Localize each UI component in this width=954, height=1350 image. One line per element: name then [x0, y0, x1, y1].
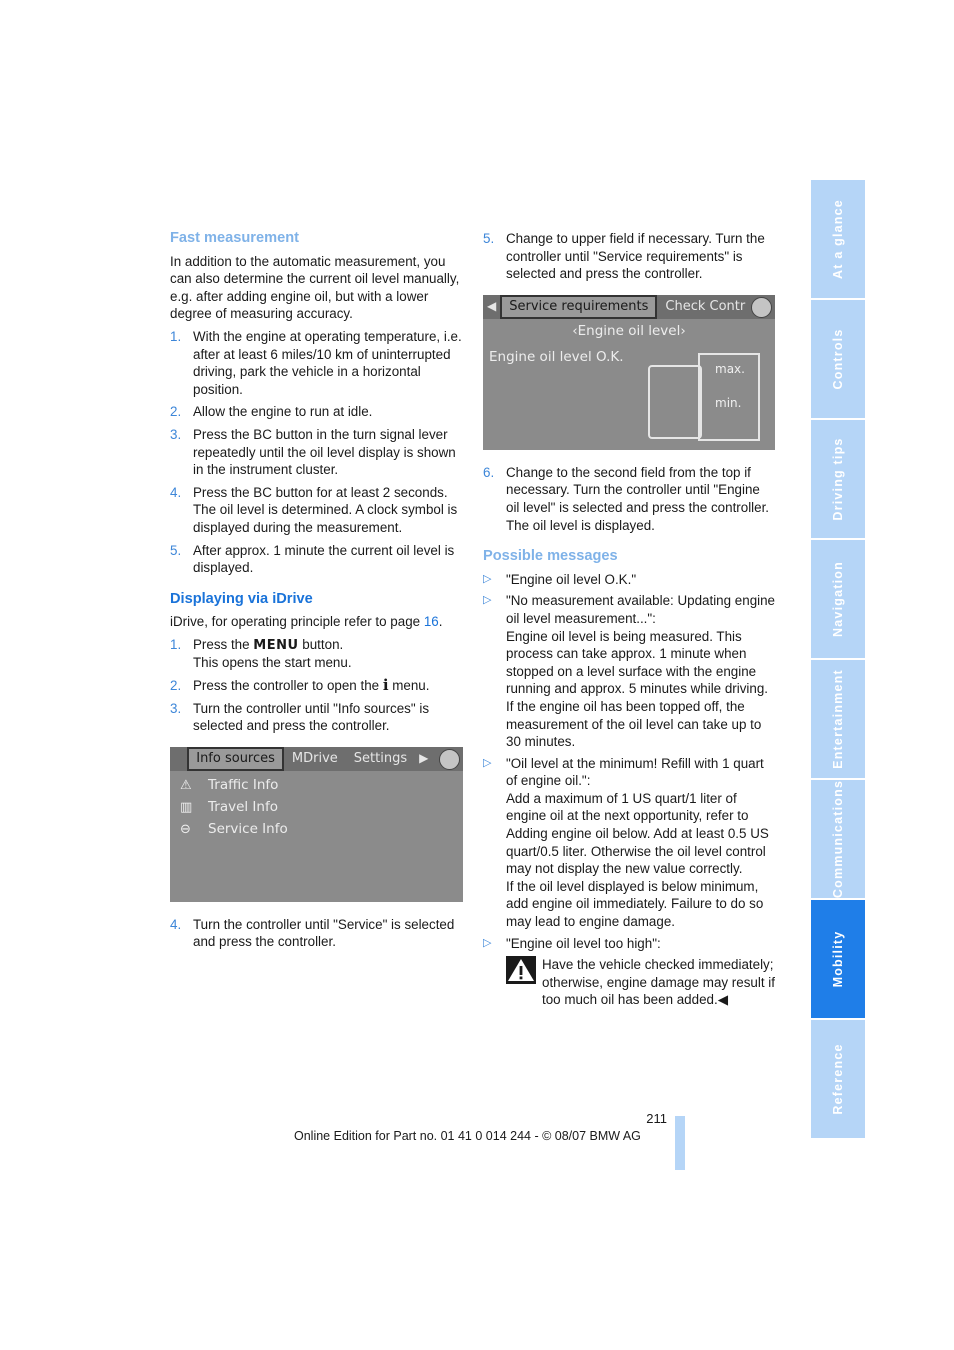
list-item: ▥ Travel Info: [180, 798, 278, 815]
list-item: 2. Allow the engine to run at idle.: [170, 404, 373, 420]
travel-icon: ▥: [180, 799, 193, 815]
tab-check-control: Check Contr: [665, 298, 746, 314]
car-service-icon: ⊖: [180, 821, 191, 837]
list-item: ▷ "Engine oil level too high": Have the vehicle checked immediately; otherwise, engine damage may result if too much oil has been added.◀: [483, 935, 775, 1008]
list-item: 4. Turn the controller until "Service" is selected and press the controller.: [170, 916, 455, 950]
list-item: ▷ "No measurement available: Updating engine oil level measurement...": Engine oil level is being measured. This process can take approx. 1 minute when stopped on a level surface with the engine running and approx. 5 minutes while driving. If the engine oil has been topped off, the measurement of the oil level can take up to 30 minutes.: [483, 593, 776, 750]
list-item: 4. Press the BC button for at least 2 seconds. The oil level is determined. A clock symbol is displayed during the measurement.: [170, 484, 458, 535]
list-item: ⚠ Traffic Info: [180, 776, 279, 793]
tab-service-requirements: Service requirements: [500, 295, 657, 319]
right-column: [483, 230, 775, 1013]
triangle-right-icon: ▷: [483, 572, 492, 585]
tab-info-sources: Info sources: [187, 747, 284, 771]
oil-status: Engine oil level O.K.: [489, 348, 624, 365]
fast-measurement-intro: In addition to the automatic measurement, you can also determine the current oil level manually, e.g. after adding engine oil, but with a lower degree of measuring accuracy.: [170, 253, 460, 322]
list-item: ▷ "Engine oil level O.K.": [483, 571, 637, 587]
possible-messages-heading: Possible messages: [483, 548, 618, 565]
tab-settings: Settings: [353, 751, 408, 767]
list-item: 1. With the engine at operating temperature, i.e. after at least 6 miles/10 km of uninterrupted driving, park the vehicle in a horizontal position.: [170, 328, 462, 397]
chapter-tabs: [811, 180, 865, 1140]
list-item: ⊖ Service Info: [180, 820, 288, 837]
warning-text: Have the vehicle checked immediately; otherwise, engine damage may result if too much oil has been added.◀: [542, 957, 775, 1008]
warning-triangle-icon: [506, 956, 536, 984]
warning-note: [506, 956, 775, 1009]
left-arrow-icon: ◀: [487, 298, 497, 313]
list-item: 1. Press the MENU button. This opens the start menu.: [170, 636, 352, 671]
info-icon: i: [382, 676, 389, 695]
screen-topbar: [483, 295, 775, 319]
gauge-max-label: max.: [715, 361, 745, 376]
list-item: 3. Turn the controller until "Info sources" is selected and press the controller.: [170, 700, 430, 734]
triangle-right-icon: ▷: [483, 594, 492, 607]
controller-icon: [751, 297, 772, 318]
tab-controls[interactable]: Controls: [811, 300, 865, 418]
tab-at-a-glance[interactable]: At a glance: [811, 180, 865, 298]
tab-communications[interactable]: Communications: [811, 780, 865, 898]
page-number: 211: [646, 1111, 667, 1126]
page-link[interactable]: 16: [423, 614, 439, 630]
gauge-min-label: min.: [715, 395, 742, 410]
engine-oil-screen: [483, 295, 775, 450]
list-item: 3. Press the BC button in the turn signal lever repeatedly until the oil level display is shown in the instrument cluster.: [170, 426, 456, 478]
tab-reference[interactable]: Reference: [811, 1020, 865, 1138]
list-item: 6. Change to the second field from the top if necessary. Turn the controller until "Engine oil level" is selected and press the controller. The oil level is displayed.: [483, 464, 770, 533]
tab-mdrive: MDrive: [291, 751, 338, 767]
tab-navigation[interactable]: Navigation: [811, 540, 865, 658]
list-item: ▷ "Oil level at the minimum! Refill with 1 quart of engine oil.": Add a maximum of 1 US quart/1 liter of engine oil at the next opportunity, refer to Adding engine oil below. Add at least 0.5 US quart/0.5 liter. Otherwise the oil level control may not display the new value correctly. If the oil level displayed is below minimum, add engine oil immediately. Failure to do so may lead to engine damage.: [483, 755, 769, 930]
triangle-right-icon: ▷: [483, 936, 492, 949]
tab-mobility[interactable]: Mobility: [811, 900, 865, 1018]
tab-entertainment[interactable]: Entertainment: [811, 660, 865, 778]
idrive-intro: iDrive, for operating principle refer to page 16.: [170, 614, 443, 630]
footer-edition: Online Edition for Part no. 01 41 0 014 244 - © 08/07 BMW AG: [294, 1129, 641, 1143]
list-item: 5. Change to upper field if necessary. Turn the controller until "Service requirements" is selected and press the controller.: [483, 231, 765, 282]
traffic-icon: ⚠: [180, 777, 192, 793]
tab-driving-tips[interactable]: Driving tips: [811, 420, 865, 538]
fast-measurement-heading: Fast measurement: [170, 230, 299, 246]
list-item: 2. Press the controller to open the i menu.: [170, 676, 430, 695]
list-item: 5. After approx. 1 minute the current oil level is displayed.: [170, 542, 455, 576]
right-arrow-icon: ▶: [419, 751, 429, 766]
screen-topbar: [170, 747, 463, 771]
page-marker: [675, 1116, 685, 1170]
menu-button-icon: MENU: [253, 637, 299, 653]
left-column: [170, 230, 463, 956]
triangle-right-icon: ▷: [483, 756, 492, 769]
info-sources-screen: [170, 747, 463, 902]
controller-icon: [439, 749, 460, 770]
engine-icon: [648, 365, 702, 439]
subfield-title: ‹Engine oil level›: [572, 322, 686, 339]
idrive-heading: Displaying via iDrive: [170, 590, 313, 607]
